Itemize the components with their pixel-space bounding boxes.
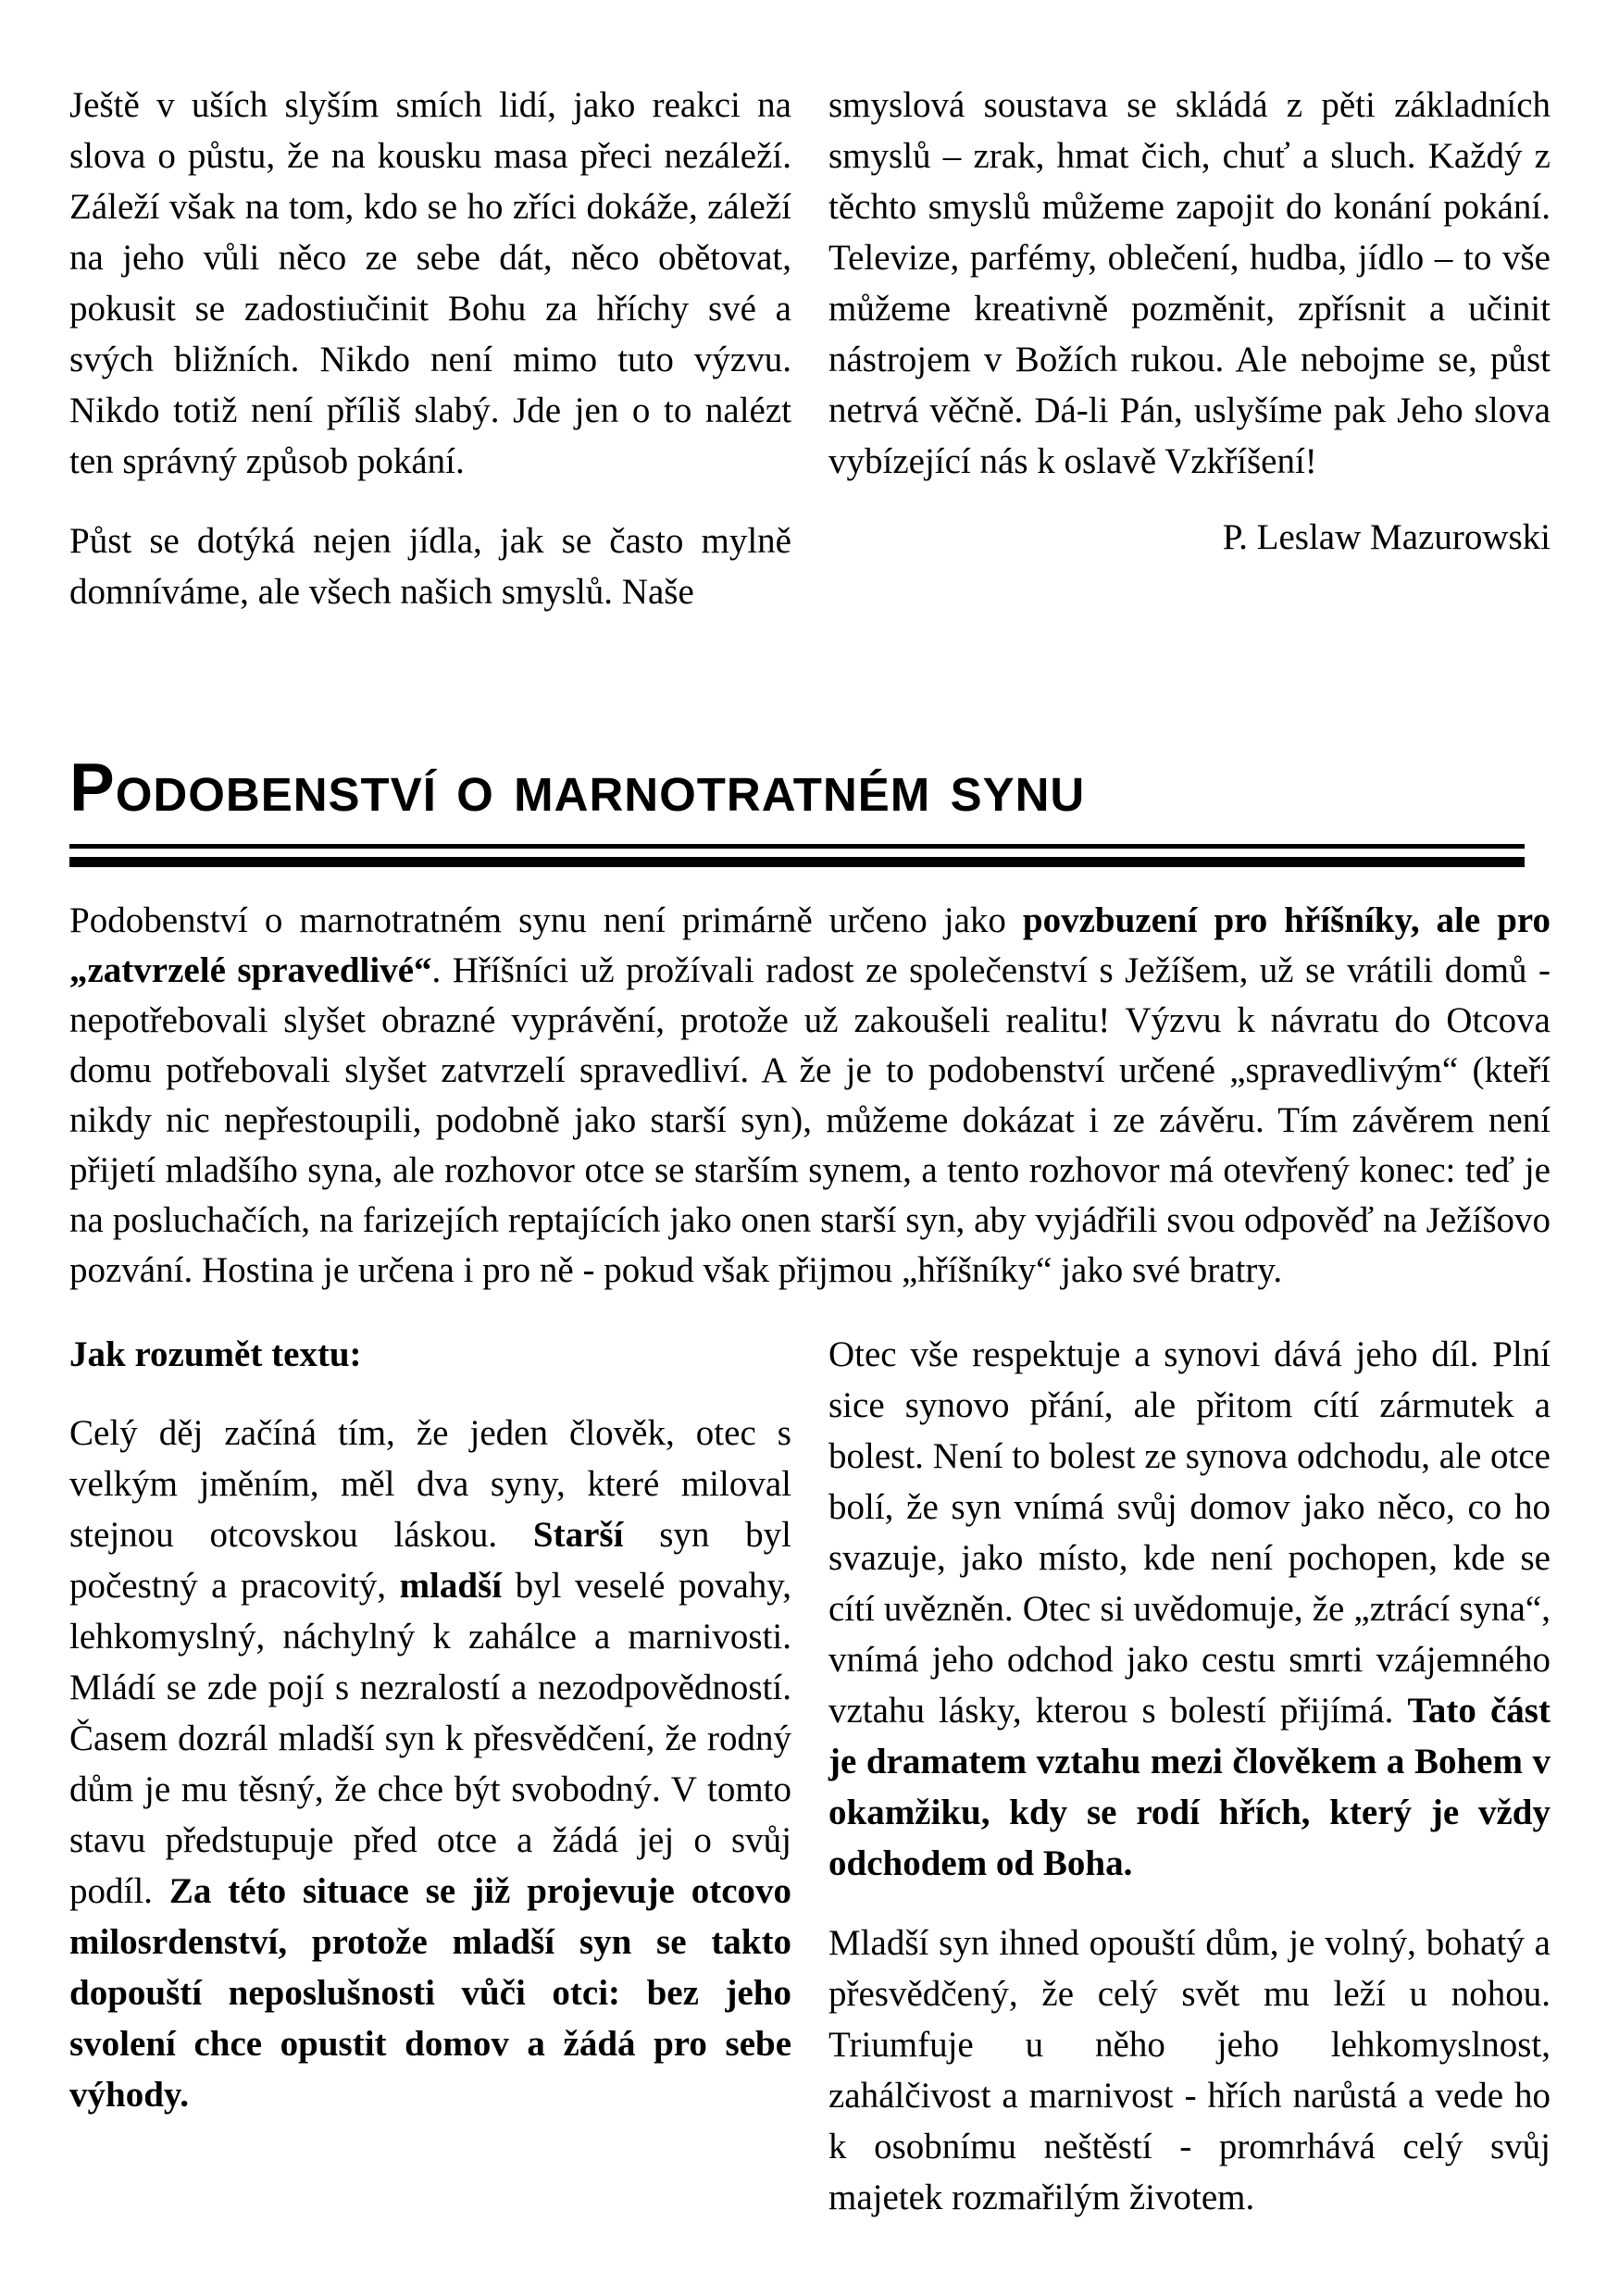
intro-paragraph — [69, 896, 1551, 1296]
intro-run-3: . Hříšníci už prožívali radost ze společenství s Ježíšem, už se vrátili domů - nepotřebovali slyšet obrazné vyprávění, protože už zakoušeli realitu! Výzvu k návratu do Otcova domu potřebovali slyšet zatvrzelí spravedliví. A že je to podobenství určené „spravedlivým“ (kteří nikdy nic nepřestoupili, podobně jako starší syn), můžeme dokázat i ze závěru. Tím závěrem není přijetí mladšího syna, ale rozhovor otce se starším synem, a tento rozhovor má otevřený konec: teď je na posluchačích, na farizejích reptajících jako onen starší syn, aby vyjádřili svou odpověď na Ježíšovo pozvání. Hostina je určena i pro ně - pokud však přijmou „hříšníky“ jako své bratry. — [69, 950, 1551, 1290]
commentary-p1-run-5: byl veselé povahy, lehkomyslný, náchylný k zahálce a marnivosti. Mládí se zde pojí s nezralostí a nezodpovědností. Časem dozrál mladší syn k přesvědčení, že rodný dům je mu těsný, že chce být svobodný. V tomto stavu předstupuje před otce a žádá jej o svůj podíl. — [69, 1566, 791, 1911]
intro-run-1: Podobenství o marnotratném synu není primárně určeno jako — [69, 900, 1023, 940]
fasting-paragraph-1: Ještě v uších slyším smích lidí, jako reakci na slova o půstu, že na kousku masa přeci nezáleží. Záleží však na tom, kdo se ho zříci dokáže, záleží na jeho vůli něco ze sebe dát, něco obětovat, pokusit se zadostiučinit Bohu za hříchy své a svých bližních. Nikdo není mimo tuto výzvu. Nikdo totiž není příliš slabý. Jde jen o to nalézt ten správný způsob pokání. — [69, 85, 791, 481]
commentary-paragraph-1 — [69, 1408, 791, 2120]
double-rule-divider — [69, 844, 1525, 867]
fasting-left-column — [69, 80, 791, 617]
author-signature: P. Leslaw Mazurowski — [1222, 517, 1551, 557]
commentary-p1-run-2-bold: Starší — [532, 1515, 624, 1555]
fasting-right-column — [828, 80, 1551, 617]
commentary-p2-run-1: Otec vše respektuje a synovi dává jeho díl. Plní sice synovo přání, ale přitom cítí zármutek a bolest. Není to bolest ze synova odchodu, ale otce bolí, že syn vnímá svůj domov jako něco, co ho svazuje, jako místo, kde není pochopen, kde se cítí uvězněn. Otec si uvědomuje, že „ztrácí syna“, vnímá jeho odchod jako cestu smrti vzájemného vztahu lásky, kterou s bolestí přijímá. — [828, 1334, 1551, 1731]
commentary-p1-run-3: syn byl počestný a pracovitý, — [69, 1515, 792, 1606]
fasting-article-section — [69, 80, 1551, 617]
commentary-p1-run-1: Celý děj začíná tím, že jeden člověk, otec s velkým jměním, měl dva syny, které miloval stejnou otcovskou láskou. — [69, 1413, 791, 1555]
commentary-p1-run-4-bold: mladší — [399, 1566, 503, 1606]
section-subheading: Jak rozumět textu: — [69, 1334, 362, 1374]
commentary-section — [69, 1329, 1551, 2223]
commentary-paragraph-2 — [828, 1329, 1551, 1889]
fasting-paragraph-2: Půst se dotýká nejen jídla, jak se často mylně domníváme, ale všech našich smyslů. Naše — [69, 521, 791, 612]
intro-run-2-bold: povzbuzení pro hříšníky, ale pro „zatvrzelé spravedlivé“ — [69, 900, 1551, 990]
commentary-right-column — [828, 1329, 1551, 2223]
commentary-left-column — [69, 1329, 791, 2223]
commentary-p1-run-6-bold: Za této situace se již projevuje otcovo milosrdenství, protože mladší syn se takto dopouští neposlušnosti vůči otci: bez jeho svolení chce opustit domov a žádá pro sebe výhody. — [69, 1871, 792, 2115]
fasting-paragraph-3: smyslová soustava se skládá z pěti základních smyslů – zrak, hmat čich, chuť a sluch. Každý z těchto smyslů můžeme zapojit do konání pokání. Televize, parfémy, oblečení, hudba, jídlo – to vše můžeme kreativně pozměnit, zpřísnit a učinit nástrojem v Božích rukou. Ale nebojme se, půst netrvá věčně. Dá-li Pán, uslyšíme pak Jeho slova vybízející nás k oslavě Vzkříšení! — [828, 85, 1551, 481]
commentary-p2-run-2-bold: Tato část je dramatem vztahu mezi člověkem a Bohem v okamžiku, kdy se rodí hřích, který je vždy odchodem od Boha. — [828, 1691, 1551, 1883]
commentary-paragraph-3: Mladší syn ihned opouští dům, je volný, bohatý a přesvědčený, že celý svět mu leží u nohou. Triumfuje u něho jeho lehkomyslnost, zahálčivost a marnivost - hřích narůstá a vede ho k osobnímu neštěstí - promrhává celý svůj majetek rozmařilým životem. — [828, 1923, 1551, 2217]
article-title: Podobenství o marnotratném synu — [69, 751, 1086, 825]
